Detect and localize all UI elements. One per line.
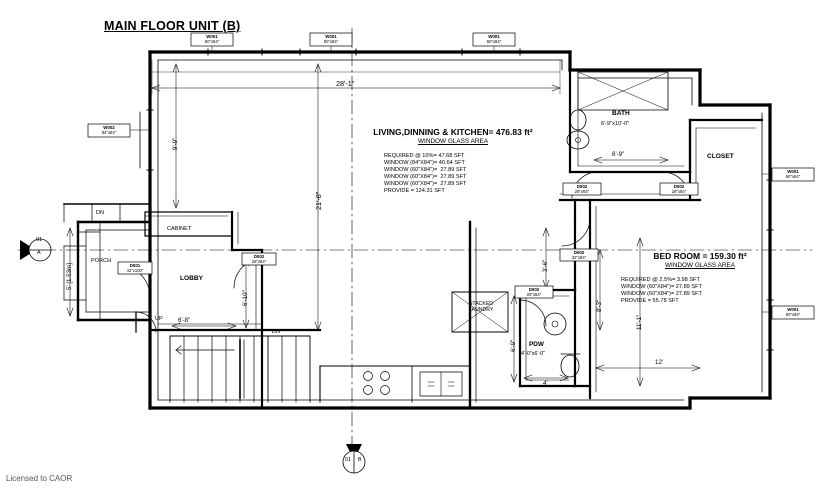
living-spec-4: WINDOW (60"X84")= 27.89 SFT bbox=[384, 181, 467, 187]
dim-bedroom-8-3: 8'-3" bbox=[596, 299, 603, 312]
bedroom-spec-2: WINDOW (60"X84")= 27.89 SFT bbox=[621, 291, 702, 297]
room-label-closet: CLOSET bbox=[707, 153, 734, 160]
tag-d001-entry: D001 42"x100" bbox=[126, 263, 144, 273]
room-label-lobby: LOBBY bbox=[180, 275, 204, 282]
living-spec-1: WINDOW (84"X84")= 40.64 SFT bbox=[384, 160, 465, 166]
dim-lobby: 6'-10" bbox=[242, 290, 249, 306]
label-dn-bottom: DN bbox=[272, 329, 281, 335]
room-label-bedroom: BED ROOM = 159.30 ft² bbox=[653, 251, 747, 261]
dim-top: 28'-1" bbox=[336, 79, 355, 88]
room-label-bath: BATH bbox=[612, 110, 630, 117]
bath-size: 6'-9"x10'-0" bbox=[601, 121, 630, 127]
dim-porch: 5' [1.53m] bbox=[66, 263, 73, 290]
bedroom-spec-0: REQUIRED @ 2.5%= 3.98 SFT bbox=[621, 277, 700, 283]
room-label-laundry: STACKED LAUNDRY bbox=[468, 301, 494, 313]
section-marker-left-bottom: A bbox=[37, 250, 41, 256]
tag-d002-lobby: D002 28"x84" bbox=[251, 254, 267, 264]
tag-d002-pdw: D002 28"x84" bbox=[526, 287, 542, 297]
room-label-cabinet: CABINET bbox=[167, 226, 192, 232]
tag-d002-bedroom: D002 32"x84" bbox=[571, 250, 587, 260]
dim-pdw: 6'-9" bbox=[510, 339, 517, 352]
label-dn-top: DN bbox=[96, 210, 105, 216]
section-marker-bottom-left: 01 bbox=[345, 457, 351, 463]
dim-bath: 6'-9" bbox=[612, 151, 625, 158]
living-glass-area-heading: WINDOW GLASS AREA bbox=[418, 138, 488, 145]
dim-bottom-12: 12' bbox=[655, 359, 664, 366]
label-up: UP bbox=[155, 316, 163, 322]
room-label-porch: PORCH bbox=[91, 258, 112, 264]
dim-bottom-4: 4' bbox=[543, 380, 548, 387]
tag-w001-b: W001 60"x84" bbox=[323, 34, 339, 44]
room-label-pdw: PDW bbox=[529, 341, 544, 348]
tag-w001-r1: W001 60"x84" bbox=[785, 169, 801, 179]
bedroom-glass-area-heading: WINDOW GLASS AREA bbox=[665, 262, 735, 269]
pdw-size: 4'-0"x6'-0" bbox=[521, 351, 546, 357]
dim-bedroom-11-1: 11'-1" bbox=[636, 314, 643, 330]
bedroom-spec-1: WINDOW (60"X84")= 27.89 SFT bbox=[621, 284, 702, 290]
tag-w002: W002 84"x84" bbox=[101, 125, 117, 135]
tag-w001-c: W001 60"x84" bbox=[486, 34, 502, 44]
section-marker-bottom-right: B bbox=[358, 457, 362, 463]
license-footer: Licensed to CAOR bbox=[6, 474, 73, 483]
dim-stair: 6'-8" bbox=[178, 317, 191, 324]
tag-w001-a: W001 60"x84" bbox=[204, 34, 220, 44]
section-marker-left-top: 01 bbox=[36, 237, 42, 243]
living-spec-0: REQUIRED @ 10%= 47.68 SFT bbox=[384, 153, 465, 159]
room-label-living: LIVING,DINNING & KITCHEN= 476.83 ft² bbox=[373, 127, 533, 137]
dim-left-main: 21'-8" bbox=[314, 191, 323, 210]
tag-d002-bath: D002 28"x84" bbox=[574, 184, 590, 194]
bedroom-spec-3: PROVIDE = 55.78 SFT bbox=[621, 298, 679, 304]
tag-w001-r2: W001 60"x84" bbox=[785, 307, 801, 317]
living-spec-3: WINDOW (60"X84")= 27.89 SFT bbox=[384, 174, 467, 180]
tag-d002-closet: D002 28"x84" bbox=[671, 184, 687, 194]
page-title: MAIN FLOOR UNIT (B) bbox=[104, 19, 241, 33]
dim-laundry: 3'-6" bbox=[542, 259, 549, 272]
living-spec-5: PROVIDE = 124.31 SFT bbox=[384, 188, 445, 194]
dim-left-9-9: 9'-9" bbox=[172, 137, 179, 150]
living-spec-2: WINDOW (60"X84")= 27.89 SFT bbox=[384, 167, 467, 173]
